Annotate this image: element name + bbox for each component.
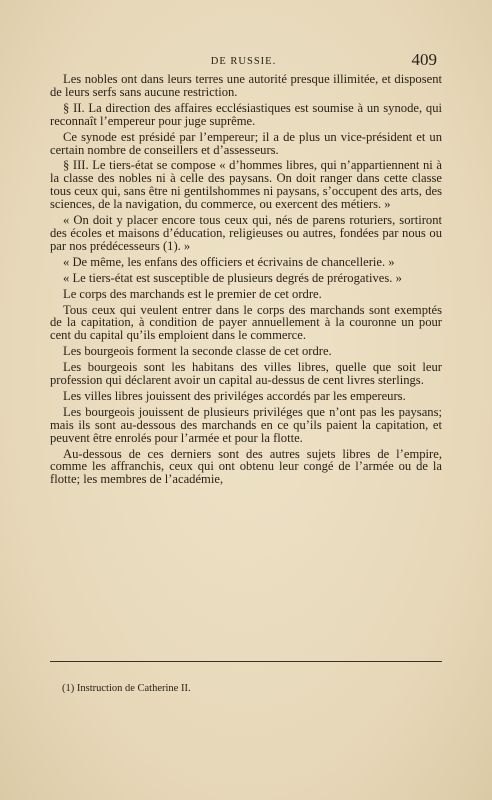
footnote: (1) Instruction de Catherine II. [62, 683, 191, 694]
running-head: DE RUSSIE. [210, 56, 277, 67]
paragraph: Les bourgeois forment la seconde classe de cet ordre. [63, 344, 332, 359]
paragraph: « On doit y placer encore tous ceux qui, nés de parens roturiers, sortiront des écoles et maisons d’éducation, religieuses ou autres, fondées par nous ou par nos prédécesseurs (1). » [50, 213, 442, 253]
paragraph: Les bourgeois jouissent de plusieurs priviléges que n’ont pas les paysans; mais ils sont au-dessous des marchands en ce qu’ils paient la capitation, et peuvent être enrolés pour l’armée et pour la flotte. [50, 404, 442, 445]
paragraph: Les nobles ont dans leurs terres une autorité presque illimitée, et disposent de leurs serfs sans aucune restriction. [50, 72, 442, 99]
page-number: 409 [411, 50, 437, 69]
paragraph: § II. La direction des affaires ecclésiastiques est soumise à un synode, qui reconnaît l’empereur pour juge suprême. [50, 100, 442, 128]
footnote-divider [50, 661, 442, 662]
page-header [50, 50, 437, 70]
paragraph: « Le tiers-état est susceptible de plusieurs degrés de prérogatives. » [63, 270, 402, 285]
body-text [50, 73, 442, 489]
paragraph: Les villes libres jouissent des priviléges accordés par les empereurs. [63, 388, 406, 403]
paragraph: Ce synode est présidé par l’empereur; il a de plus un vice-président et un certain nombre de conseillers et d’assesseurs. [50, 129, 442, 157]
paragraph: Le corps des marchands est le premier de cet ordre. [63, 286, 322, 301]
paragraph: Les bourgeois sont les habitans des villes libres, quelle que soit leur profession qui déclarent avoir un capital au-dessus de cent livres sterlings. [50, 360, 442, 388]
paragraph: § III. Le tiers-état se compose « d’hommes libres, qui n’appartiennent ni à la classe des nobles ni à celle des paysans. On doit ranger dans cette classe tous ceux qui, sans être ni gentilshommes ni paysans, s’occupent des arts, des sciences, de la navigation, du commerce, ou exercent des métiers. » [50, 158, 442, 212]
paragraph: « De même, les enfans des officiers et écrivains de chancellerie. » [63, 254, 395, 269]
paragraph: Au-dessous de ces derniers sont des autres sujets libres de l’empire, comme les affranchis, ceux qui ont obtenu leur congé de l’armée ou de la flotte; les membres de l’académie, [50, 446, 442, 487]
paragraph: Tous ceux qui veulent entrer dans le corps des marchands sont exemptés de la capitation, à condition de payer annuellement à la couronne un pour cent du capital qu’ils emploient dans le commerce. [50, 302, 442, 343]
